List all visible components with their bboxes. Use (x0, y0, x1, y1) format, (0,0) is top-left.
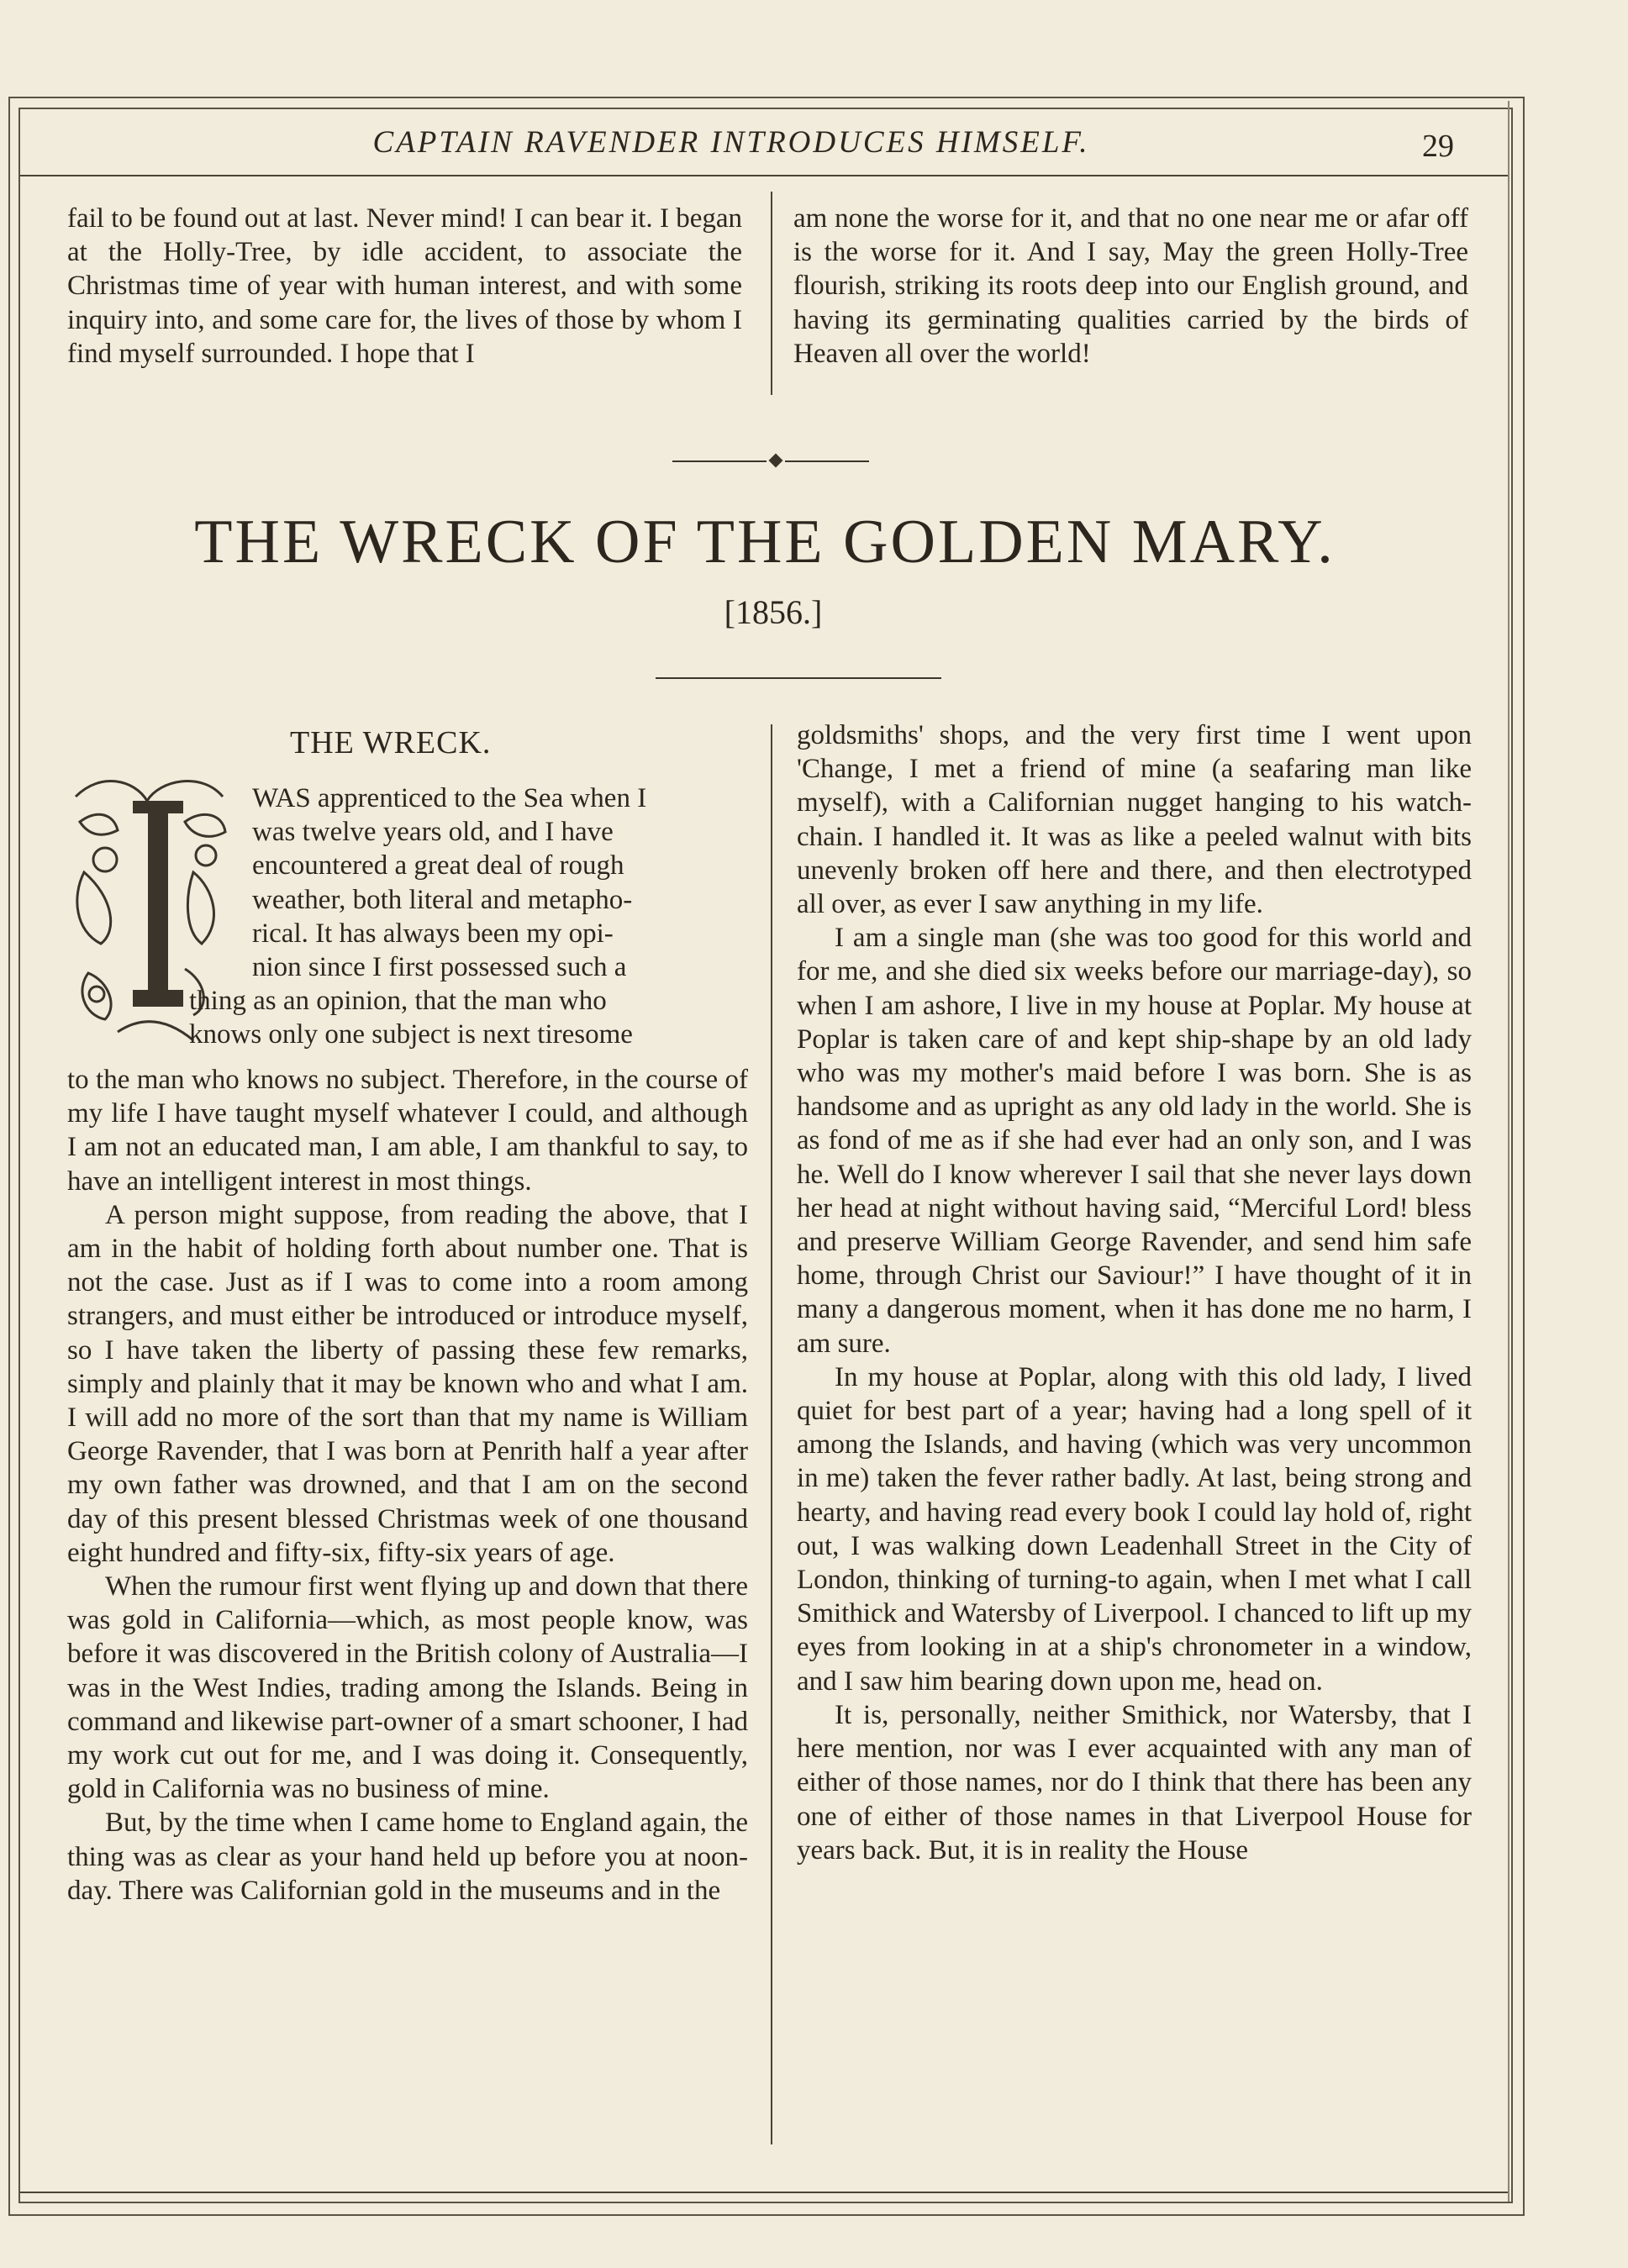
story-left-column (67, 1063, 748, 1908)
title-rule (656, 677, 941, 679)
top-left-column (67, 202, 742, 371)
story-right-column (797, 718, 1472, 1867)
running-head: CAPTAIN RAVENDER INTRODUCES HIMSELF. (372, 125, 1090, 160)
story-title: THE WRECK OF THE GOLDEN MARY. (194, 508, 1336, 576)
text-line: weather, both literal and metapho- (252, 884, 633, 915)
paragraph: I am a single man (she was too good for this world and for me, and she died six weeks before our marriage-day), so when I am ashore, I live in my house at Poplar. My house at Poplar is taken care of and kept ship-shape by an old lady who was my mother's maid before I was born. She is as handsome and as upright as any old lady in the world. She is as fond of me as if she had ever had an only son, and I was he. Well do I know wherever I sail that she never lays down her head at night without having said, “Merciful Lord! bless and preserve William George Ravender, and send him safe home, through Christ our Saviour!” I have thought of it in many a dangerous moment, when it has done me no harm, I am sure. (797, 923, 1472, 1359)
column-divider-top (771, 192, 772, 395)
paragraph: A person might suppose, from reading the above, that I am in the habit of holding forth about number one. That is not the case. Just as if I was to come into a room among strangers, and must either be introduced or introduce myself, so I have taken the liberty of passing these few remarks, simply and plainly that it may be known who and what I am. I will add no more of the sort than that my name is William George Ravender, that I was born at Penrith half a year after my own father was drowned, and that I am on the second day of this present blessed Christmas week of one thousand eight hundred and fifty-six, fifty-six years of age. (67, 1199, 748, 1568)
text-line: rical. It has always been my opi- (252, 918, 614, 949)
story-year: [1856.] (724, 593, 823, 631)
paragraph: to the man who knows no subject. Therefore, in the course of my life I have taught myself whatever I could, and although I am not an educated man, I am able, I am thankful to say, to have an intelligent interest in most things. (67, 1065, 748, 1197)
footer-rule (20, 2192, 1508, 2193)
opening-lines-wide (189, 984, 748, 1051)
paragraph: fail to be found out at last. Never mind! I can bear it. I began at the Holly-Tree, by idle accident, to associate the Christmas time of year with human interest, and with some inquiry into, and some care for, the lives of those by whom I find myself surrounded. I hope that I (67, 203, 742, 369)
ornament-rule-right (785, 460, 869, 462)
paragraph: am none the worse for it, and that no one near me or afar off is the worse for it. And I say, May the green Holly-Tree flourish, striking its roots deep into our English ground, and having its germinating qualities carried by the birds of Heaven all over the world! (793, 203, 1468, 369)
top-right-column (793, 202, 1468, 371)
paragraph: But, by the time when I came home to England again, the thing was as clear as your hand held up before you at noon-day. There was Californian gold in the museums and in the (67, 1808, 748, 1906)
opening-lines-short (252, 781, 748, 984)
paragraph: When the rumour first went flying up and down that there was gold in California—which, as most people know, was before it was discovered in the British colony of Australia—I was in the West Indies, trading among the Islands. Being in command and likewise part-owner of a smart schooner, I had my work cut out for me, and I was doing it. Consequently, gold in California was no business of mine. (67, 1571, 748, 1805)
column-divider-bottom (771, 724, 772, 2144)
section-heading: THE WRECK. (290, 725, 492, 760)
ornament-rule-left (672, 460, 767, 462)
paragraph: goldsmiths' shops, and the very first time I went upon 'Change, I met a friend of mine (a seafaring man like myself), with a Californian nugget hanging to his watch-chain. I handled it. It was as like a peeled walnut with bits unevenly broken off here and there, and then electrotyped all over, as ever I saw anything in my life. (797, 720, 1472, 920)
text-line: encountered a great deal of rough (252, 850, 624, 881)
text-line: knows only one subject is next tiresome (189, 1019, 633, 1050)
text-line: was twelve years old, and I have (252, 817, 614, 848)
paragraph: It is, personally, neither Smithick, nor Watersby, that I here mention, nor was I ever acquainted with any man of either of those names, nor do I think that there has been any one of either of those names in that Liverpool House for years back. But, it is in reality the House (797, 1699, 1472, 1865)
paragraph: In my house at Poplar, along with this old lady, I lived quiet for best part of a year; having had a long spell of it among the Islands, and having (which was very uncommon in me) taken the fever rather badly. At last, being strong and hearty, and having read every book I could lay hold of, right out, I was walking down Leadenhall Street in the City of London, thinking of turning-to again, when I met what I call Smithick and Watersby of Liverpool. I chanced to lift up my eyes from looking in at a ship's chronometer in a window, and I saw him bearing down upon me, head on. (797, 1361, 1472, 1697)
decorated-initial-letter: I (67, 752, 72, 766)
header-rule (20, 175, 1508, 176)
text-line: WAS apprenticed to the Sea when I (252, 783, 647, 813)
text-line: thing as an opinion, that the man who (189, 986, 607, 1016)
text-line: nion since I first possessed such a (252, 951, 627, 982)
page-number: 29 (1422, 129, 1454, 164)
page-border-right (1508, 101, 1509, 2202)
